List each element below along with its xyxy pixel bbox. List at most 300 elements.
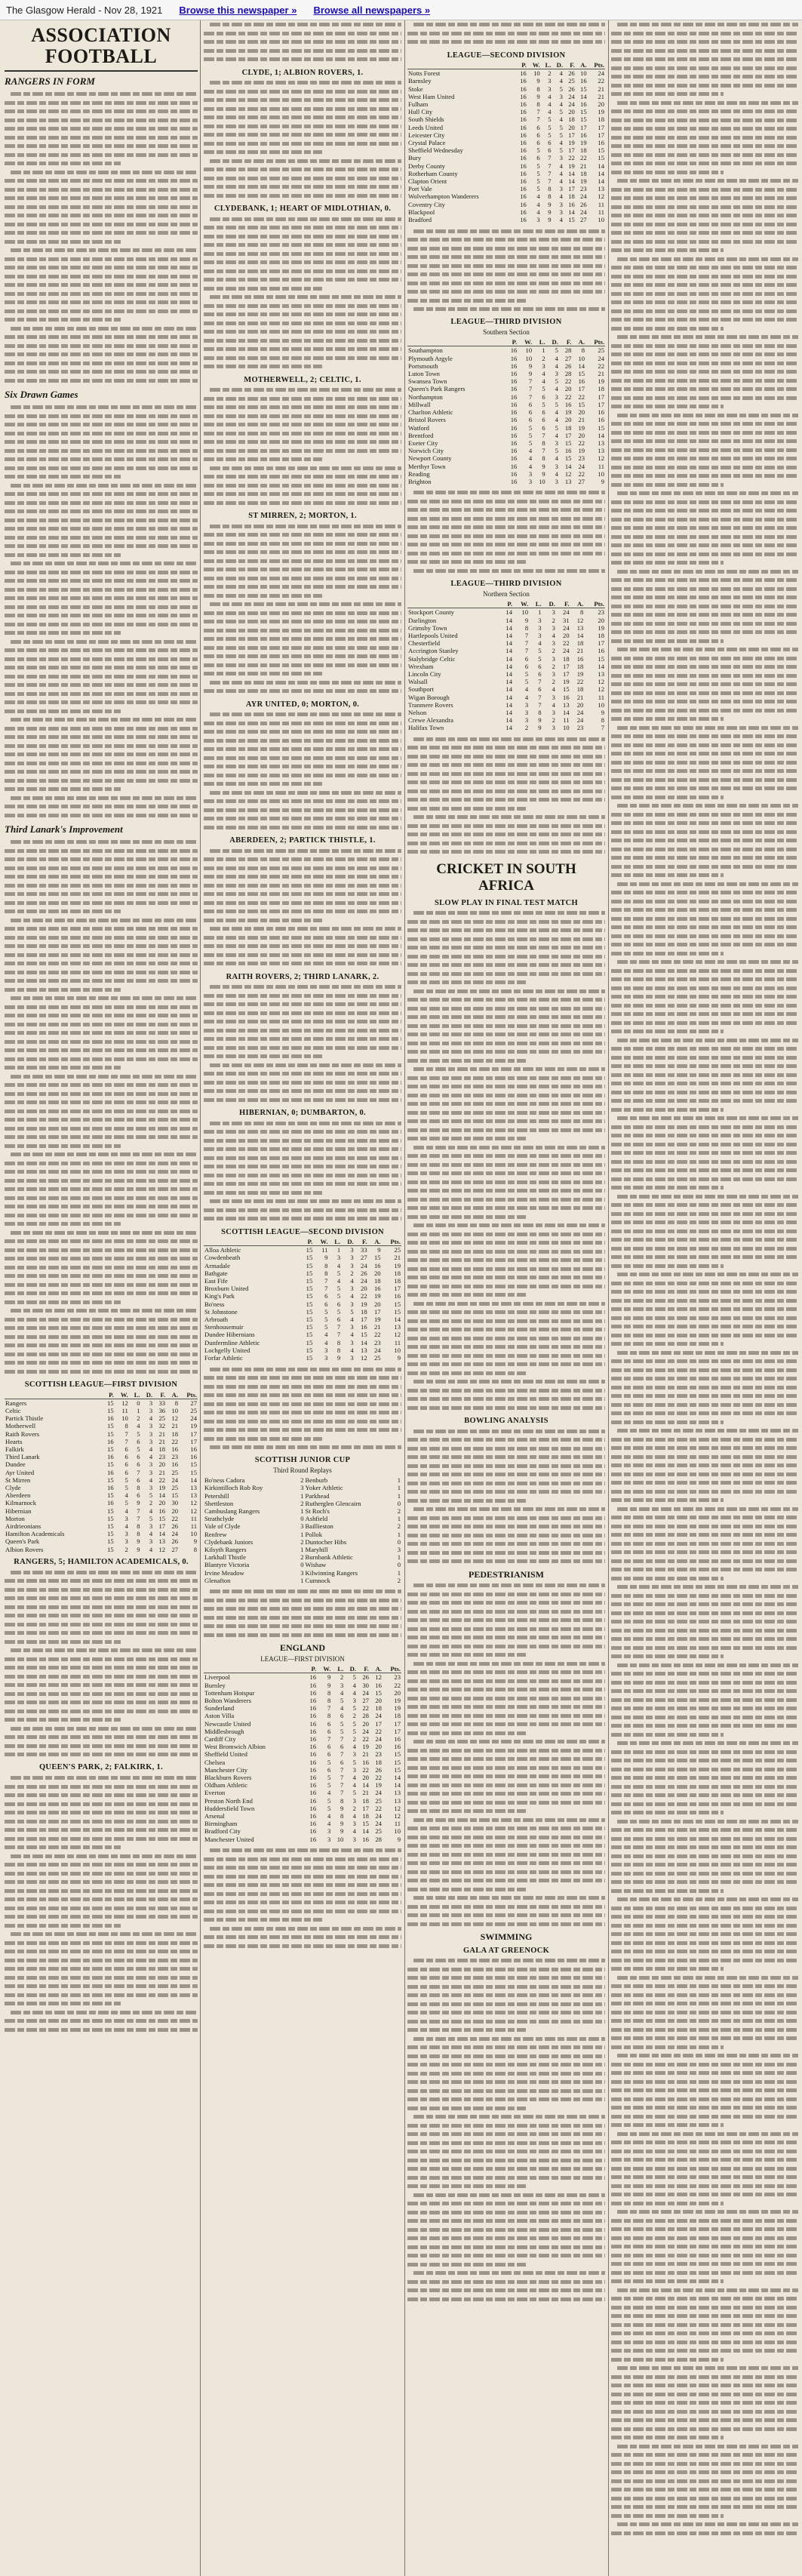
table-cell: 22	[580, 154, 587, 162]
table-cell: 5	[542, 400, 545, 408]
text-line	[611, 402, 798, 411]
text-line	[611, 1808, 798, 1817]
article-body	[5, 1774, 198, 2034]
text-line	[407, 549, 605, 559]
table-cell: 4	[559, 169, 563, 177]
text-line	[407, 532, 605, 541]
table-cell: 6	[524, 662, 529, 670]
table-cell: 11	[598, 693, 604, 701]
text-line	[611, 350, 798, 359]
table-cell: 1	[397, 1491, 401, 1500]
table-cell: Clapton Orient	[408, 177, 447, 186]
table-cell: 1	[397, 1515, 401, 1523]
text-line	[204, 1854, 401, 1864]
table-cell: Sheffield United	[204, 1750, 247, 1759]
text-line	[407, 770, 605, 779]
text-line	[611, 1236, 798, 1245]
table-cell: 20	[361, 1285, 367, 1293]
table-cell: 4	[350, 1346, 354, 1354]
text-line	[611, 1661, 798, 1670]
text-line	[407, 1694, 605, 1703]
table-cell: 13	[190, 1491, 197, 1500]
text-line	[407, 2095, 605, 2104]
text-line	[204, 797, 401, 806]
table-cell: 5	[555, 377, 558, 386]
table-cell: Sunderland	[204, 1704, 235, 1713]
text-line	[611, 1939, 798, 1948]
text-line	[5, 1316, 198, 1325]
table-cell: 7	[340, 1750, 344, 1759]
table-cell: Tranmere Rovers	[408, 700, 453, 709]
table-row	[204, 1277, 401, 1285]
table-cell: 17	[190, 1437, 197, 1445]
text-line	[5, 168, 198, 177]
text-line	[407, 1091, 605, 1100]
text-line	[204, 1052, 401, 1061]
text-line	[407, 2165, 605, 2174]
league-table	[5, 1391, 198, 1553]
table-cell: 3	[552, 693, 555, 701]
text-line	[5, 211, 198, 220]
table-cell: Benburb	[305, 1476, 328, 1485]
table-cell: 16	[510, 354, 518, 362]
text-line	[611, 1991, 798, 2000]
text-line	[5, 203, 198, 212]
table-cell: 3	[350, 1300, 354, 1308]
text-line	[5, 1672, 198, 1681]
table-cell: Brentford	[408, 431, 434, 439]
text-line	[5, 1999, 198, 2008]
table-header-cell: W.	[115, 1391, 129, 1399]
table-cell: 6	[524, 654, 529, 663]
text-line	[611, 2286, 798, 2295]
match-report-heading: QUEEN'S PARK, 2; FALKIRK, 1.	[38, 1763, 164, 1772]
table-cell: 0	[300, 1561, 304, 1569]
table-row	[407, 93, 605, 100]
table-row	[407, 647, 605, 654]
table-cell: 22	[564, 392, 572, 401]
text-line	[5, 1324, 198, 1333]
table-cell: 3	[350, 1354, 354, 1362]
text-line	[611, 82, 798, 91]
text-line	[5, 290, 198, 299]
table-cell: 6	[548, 146, 552, 155]
table-row	[407, 170, 605, 177]
text-line	[5, 420, 198, 429]
table-row	[5, 1414, 198, 1422]
text-line	[611, 342, 798, 351]
text-line	[407, 1851, 605, 1860]
table-row	[407, 162, 605, 170]
table-cell: 14	[598, 177, 604, 186]
table-cell: 4	[559, 115, 563, 124]
text-line	[5, 1750, 198, 1759]
table-cell: 3	[149, 1537, 153, 1546]
table-cell: 27	[171, 1545, 179, 1553]
text-line	[5, 447, 198, 456]
table-cell: 16	[520, 216, 527, 224]
text-line	[611, 1297, 798, 1306]
text-line	[204, 540, 401, 549]
table-cell: Wigan Borough	[408, 693, 450, 701]
text-line	[204, 192, 401, 201]
text-line	[611, 585, 798, 594]
text-line	[5, 534, 198, 543]
table-cell: 3	[552, 623, 555, 632]
table-cell: 2	[552, 716, 555, 725]
table-cell: 4	[149, 1545, 153, 1553]
text-line	[407, 787, 605, 796]
table-cell: Dundee	[5, 1460, 26, 1469]
table-cell: 20	[375, 1743, 382, 1751]
table-cell: 4	[536, 200, 540, 208]
article-body	[407, 735, 605, 857]
league-table	[204, 1238, 401, 1362]
table-cell: 14	[505, 724, 512, 732]
text-line	[5, 1843, 198, 1852]
table-cell: 16	[520, 92, 527, 100]
table-cell: 16	[309, 1758, 317, 1766]
table-cell: 5	[124, 1476, 128, 1484]
text-line	[407, 29, 605, 38]
text-line	[611, 2190, 798, 2199]
table-cell: 9	[548, 216, 552, 224]
table-cell: 15	[375, 1688, 382, 1697]
table-cell: 13	[394, 1789, 401, 1797]
text-line	[5, 1341, 198, 1350]
table-cell: 17	[362, 1804, 369, 1812]
table-cell: 7	[327, 1704, 331, 1713]
text-line	[5, 838, 198, 847]
table-cell: Airdrieonians	[5, 1522, 41, 1530]
table-cell: 22	[362, 1704, 369, 1713]
text-line	[204, 1399, 401, 1408]
table-cell: 22	[564, 377, 572, 386]
text-line	[611, 194, 798, 203]
text-line	[204, 925, 401, 934]
text-line	[407, 2251, 605, 2261]
text-line	[611, 663, 798, 672]
text-line	[204, 600, 401, 609]
text-line	[5, 116, 198, 125]
table-cell: 7	[538, 678, 542, 686]
text-line	[407, 1352, 605, 1361]
table-cell: 4	[149, 1530, 153, 1538]
table-cell: 24	[580, 208, 587, 216]
text-line	[407, 1161, 605, 1170]
text-line	[204, 814, 401, 823]
text-line	[611, 220, 798, 229]
text-line	[5, 1263, 198, 1273]
table-cell: Baillieston	[305, 1522, 333, 1531]
table-cell: 4	[552, 631, 555, 639]
table-cell: 20	[158, 1499, 166, 1507]
text-line	[5, 899, 198, 908]
text-line	[611, 1895, 798, 1904]
table-cell: 12	[361, 1354, 367, 1362]
table-cell: 5	[555, 346, 558, 355]
text-line	[407, 1772, 605, 1781]
browse-this-newspaper-link[interactable]: Browse this newspaper »	[179, 4, 297, 16]
table-cell: 17	[598, 400, 604, 408]
table-cell: Hull City	[408, 108, 433, 116]
text-line	[5, 890, 198, 899]
article-body	[611, 20, 798, 2538]
table-cell: 16	[564, 400, 572, 408]
text-line	[5, 1930, 198, 1939]
table-cell: 23	[373, 1338, 381, 1346]
text-line	[204, 258, 401, 267]
table-cell: 3	[300, 1484, 304, 1492]
table-header-cell: Pts.	[585, 338, 605, 346]
table-cell: 24	[563, 608, 570, 617]
text-line	[611, 203, 798, 212]
table-cell: 8	[336, 1338, 341, 1346]
table-cell: 17	[598, 131, 604, 139]
text-line	[5, 750, 198, 759]
table-cell: 3	[559, 200, 563, 208]
table-cell: 3	[350, 1323, 354, 1331]
text-line	[611, 1913, 798, 1922]
text-line	[5, 403, 198, 412]
text-line	[611, 1999, 798, 2008]
table-cell: 12	[190, 1507, 197, 1515]
text-line	[407, 235, 605, 245]
results-table	[204, 1476, 401, 1584]
text-line	[407, 1781, 605, 1790]
text-line	[611, 2529, 798, 2538]
table-cell: 21	[394, 1254, 401, 1262]
text-line	[5, 725, 198, 734]
england-heading: ENGLAND	[279, 1642, 325, 1654]
table-cell: 6	[124, 1445, 128, 1453]
text-line	[407, 1703, 605, 1712]
table-row	[204, 1323, 401, 1331]
table-cell: 19	[576, 669, 584, 678]
table-cell: 16	[510, 377, 518, 386]
text-line	[204, 215, 401, 224]
table-cell: 14	[505, 700, 512, 709]
table-cell: 3	[350, 1246, 354, 1254]
table-cell: 14	[505, 647, 512, 655]
table-cell: 16	[309, 1789, 317, 1797]
table-cell: 6	[528, 408, 533, 417]
table-cell: 18	[576, 685, 584, 694]
table-cell: 26	[171, 1537, 179, 1546]
table-cell: Cardiff City	[204, 1734, 236, 1743]
table-cell: 27	[361, 1254, 367, 1262]
text-line	[611, 1800, 798, 1809]
table-cell: 14	[505, 708, 512, 716]
text-line	[407, 848, 605, 857]
table-header-cell: L.	[529, 600, 542, 608]
text-line	[407, 1082, 605, 1091]
table-header-cell: W.	[513, 600, 529, 608]
text-line	[204, 105, 401, 114]
table-cell: 12	[576, 616, 584, 624]
table-cell: 27	[362, 1696, 369, 1704]
text-line	[204, 983, 401, 992]
table-cell: 22	[578, 392, 585, 401]
text-line	[407, 1186, 605, 1196]
table-cell: 16	[107, 1468, 114, 1476]
table-cell: Halifax Town	[408, 724, 444, 732]
table-cell: 26	[580, 200, 587, 208]
table-cell: Bo'ness Cadora	[204, 1476, 245, 1485]
result-row	[204, 1553, 401, 1561]
text-line	[5, 1272, 198, 1281]
table-cell: 12	[598, 454, 604, 463]
table-cell: 26	[362, 1673, 369, 1682]
text-line	[611, 2242, 798, 2251]
table-cell: 16	[520, 100, 527, 109]
table-cell: 14	[362, 1827, 369, 1836]
swimming-heading: SWIMMING	[480, 1931, 533, 1943]
table-cell: 13	[361, 1346, 367, 1354]
text-line	[407, 2070, 605, 2079]
text-line	[611, 611, 798, 620]
table-cell: Stalybridge Celtic	[408, 654, 456, 663]
table-cell: 22	[394, 1681, 401, 1689]
text-line	[5, 229, 198, 238]
text-line	[5, 1782, 198, 1791]
table-cell: 8	[137, 1522, 140, 1530]
table-cell: 15	[107, 1406, 114, 1414]
table-row	[407, 694, 605, 701]
text-line	[407, 1581, 605, 1590]
text-line	[611, 828, 798, 837]
table-cell: 12	[394, 1811, 401, 1820]
text-line	[5, 159, 198, 168]
table-cell: 14	[598, 662, 604, 670]
text-line	[611, 1079, 798, 1088]
table-cell: 13	[394, 1796, 401, 1805]
table-cell: 19	[568, 162, 575, 170]
table-cell: 16	[520, 108, 527, 116]
text-line	[5, 951, 198, 960]
headline-six-drawn-games: Six Drawn Games	[5, 389, 78, 400]
table-cell: 16	[394, 1743, 401, 1751]
table-cell: 20	[375, 1696, 382, 1704]
table-cell: 20	[576, 700, 584, 709]
table-cell: 16	[510, 416, 518, 424]
table-cell: 16	[520, 185, 527, 193]
table-row	[5, 1469, 198, 1476]
table-cell: 24	[576, 708, 584, 716]
text-line	[611, 2217, 798, 2226]
text-line	[5, 151, 198, 160]
text-line	[611, 741, 798, 750]
table-cell: Renfrew	[204, 1530, 227, 1538]
table-header-cell: A.	[576, 61, 588, 69]
table-cell: Bradford	[408, 216, 432, 224]
table-cell: 23	[578, 454, 585, 463]
table-cell: West Bromwich Albion	[204, 1743, 266, 1751]
table-cell: 5	[327, 1781, 331, 1790]
text-line	[611, 1314, 798, 1323]
text-line	[611, 897, 798, 906]
browse-all-newspapers-link[interactable]: Browse all newspapers »	[313, 4, 431, 16]
text-line	[204, 1924, 401, 1933]
text-line	[611, 1756, 798, 1765]
table-cell: 18	[375, 1704, 382, 1713]
table-header-cell: F.	[556, 600, 570, 608]
table-cell: 16	[309, 1734, 317, 1743]
text-line	[611, 2433, 798, 2442]
table-cell: 11	[394, 1820, 401, 1828]
table-cell: 7	[137, 1468, 140, 1476]
table-cell: 4	[552, 700, 555, 709]
text-line	[407, 279, 605, 288]
text-line	[5, 1878, 198, 1887]
table-cell: 23	[158, 1453, 166, 1461]
table-cell: 26	[361, 1269, 367, 1277]
text-line	[5, 1063, 198, 1073]
table-header-cell	[204, 1665, 304, 1673]
table-row	[204, 1354, 401, 1362]
text-line	[407, 2087, 605, 2096]
text-line	[611, 2425, 798, 2434]
text-line	[5, 690, 198, 699]
text-line	[407, 970, 605, 979]
text-line	[407, 1334, 605, 1343]
table-cell: Raith Rovers	[5, 1430, 40, 1438]
text-line	[407, 1920, 605, 1929]
table-row	[407, 346, 605, 355]
table-row	[204, 1308, 401, 1316]
text-line	[611, 1401, 798, 1410]
text-line	[407, 1557, 605, 1566]
text-line	[5, 134, 198, 143]
text-line	[204, 864, 401, 873]
text-line	[611, 1140, 798, 1150]
text-line	[5, 438, 198, 447]
text-line	[407, 1462, 605, 1471]
table-cell: 14	[394, 1316, 401, 1324]
text-line	[5, 464, 198, 473]
table-cell: 6	[340, 1758, 344, 1766]
text-line	[204, 557, 401, 566]
text-line	[5, 412, 198, 421]
text-line	[5, 1029, 198, 1038]
text-line	[204, 754, 401, 763]
text-line	[611, 307, 798, 316]
text-line	[204, 1171, 401, 1180]
table-cell: Vale of Clyde	[204, 1522, 241, 1531]
table-cell: 16	[520, 162, 527, 170]
table-cell: 16	[107, 1483, 114, 1491]
table-cell: 4	[336, 1277, 341, 1285]
text-line	[611, 1340, 798, 1349]
table-cell: Port Vale	[408, 185, 432, 193]
table-row	[407, 432, 605, 439]
table-cell: 18	[394, 1712, 401, 1720]
table-cell: 7	[336, 1323, 341, 1331]
table-cell: 14	[394, 1781, 401, 1790]
table-cell: Merthyr Town	[408, 462, 446, 470]
text-line	[407, 2156, 605, 2165]
text-line	[407, 1677, 605, 1686]
text-line	[407, 996, 605, 1005]
text-line	[407, 1030, 605, 1039]
table-cell: 23	[598, 608, 604, 617]
text-line	[611, 394, 798, 403]
table-cell: 3	[352, 1750, 356, 1759]
text-line	[611, 1054, 798, 1063]
text-line	[407, 1445, 605, 1454]
table-cell: 16	[373, 1261, 381, 1270]
text-line	[204, 899, 401, 908]
